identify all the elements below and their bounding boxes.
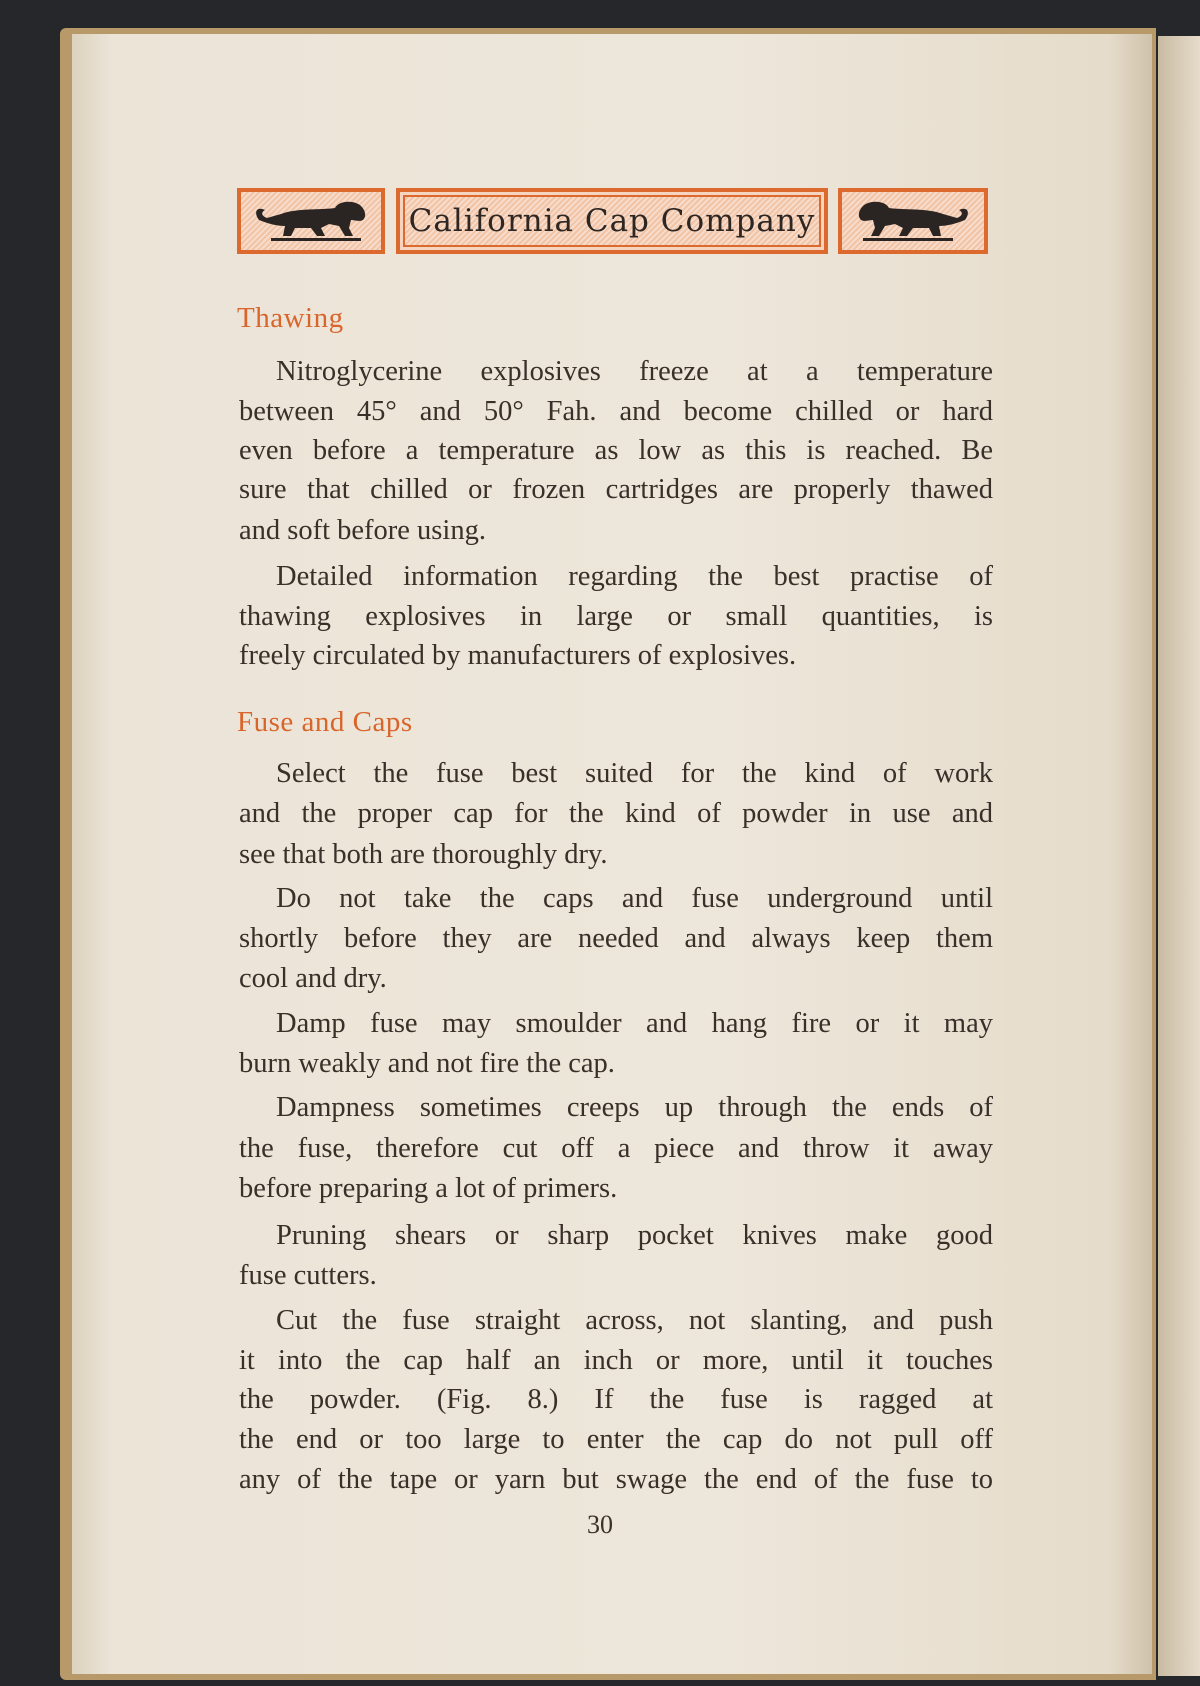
text-line: shortly before they are needed and always keep them	[239, 923, 993, 954]
text-line: before preparing a lot of primers.	[239, 1173, 618, 1204]
header-title-box	[396, 188, 828, 254]
text-line: the fuse, therefore cut off a piece and throw it away	[239, 1133, 993, 1164]
company-name: California Cap Company	[408, 203, 816, 239]
text-line: fuse cutters.	[239, 1260, 377, 1291]
text-line: see that both are thoroughly dry.	[239, 839, 608, 870]
text-line: Do not take the caps and fuse underground until	[276, 883, 993, 914]
text-line: Cut the fuse straight across, not slanting, and push	[276, 1305, 993, 1336]
section-heading-thawing: Thawing	[237, 302, 344, 334]
text-line: any of the tape or yarn but swage the end of the fuse to	[239, 1464, 993, 1495]
text-line: it into the cap half an inch or more, until it touches	[239, 1345, 993, 1376]
page-number: 30	[587, 1510, 613, 1539]
text-line: the end or too large to enter the cap do not pull off	[239, 1424, 993, 1455]
text-line: Nitroglycerine explosives freeze at a temperature	[276, 356, 993, 387]
text-line: thawing explosives in large or small quantities, is	[239, 601, 993, 632]
text-line: freely circulated by manufacturers of explosives.	[239, 640, 797, 671]
text-line: cool and dry.	[239, 963, 387, 994]
text-line: and soft before using.	[239, 515, 486, 546]
header-right-lion-box	[838, 188, 988, 254]
text-line: Pruning shears or sharp pocket knives make good	[276, 1220, 993, 1251]
text-line: burn weakly and not fire the cap.	[239, 1048, 615, 1079]
text-line: even before a temperature as low as this is reached. Be	[239, 435, 993, 466]
text-line: and the proper cap for the kind of powder in use and	[239, 798, 993, 829]
text-line: Damp fuse may smoulder and hang fire or it may	[276, 1008, 993, 1039]
text-line: between 45° and 50° Fah. and become chilled or hard	[239, 396, 993, 427]
text-line: Select the fuse best suited for the kind of work	[276, 758, 993, 789]
header-left-lion-box	[237, 188, 385, 254]
facing-page-edge	[1158, 36, 1200, 1676]
text-line: the powder. (Fig. 8.) If the fuse is ragged at	[239, 1384, 993, 1415]
lion-icon	[251, 198, 371, 244]
text-line: Detailed information regarding the best practise of	[276, 561, 993, 592]
lion-icon	[853, 198, 973, 244]
text-line: Dampness sometimes creeps up through the ends of	[276, 1092, 993, 1123]
text-line: sure that chilled or frozen cartridges are properly thawed	[239, 474, 993, 505]
section-heading-fuse-and-caps: Fuse and Caps	[237, 706, 413, 738]
